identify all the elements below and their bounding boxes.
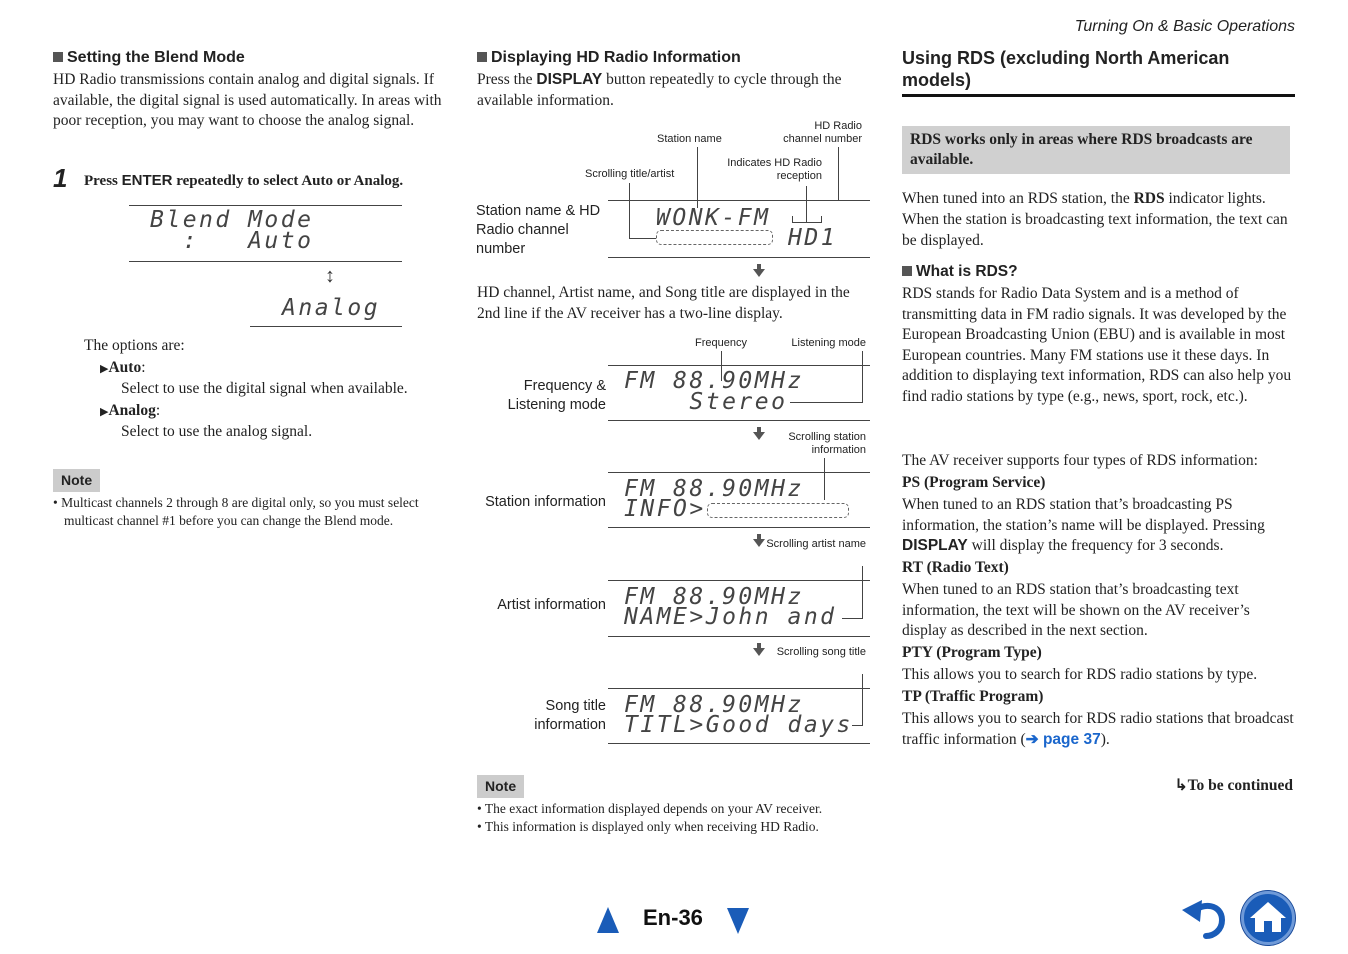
down-arrow-icon xyxy=(753,648,765,656)
lcd-bottom-line xyxy=(608,257,870,258)
hd-middle-text: HD channel, Artist name, and Song title are displayed in the 2nd line if the AV receiver has a two-line display. xyxy=(477,284,850,322)
note-badge: Note xyxy=(53,469,100,492)
what-is-rds-heading: What is RDS? xyxy=(902,262,1018,283)
pointer-line xyxy=(806,186,807,222)
up-down-arrow-icon: ↕ xyxy=(325,265,335,287)
pty-text: This allows you to search for RDS radio stations by type. xyxy=(902,666,1258,683)
back-arrow-icon xyxy=(1180,896,1230,940)
rds-heading: Using RDS (excluding North American models) xyxy=(902,48,1230,90)
rt-title: RT (Radio Text) xyxy=(902,559,1009,576)
pointer-line xyxy=(792,222,822,223)
heading-rule xyxy=(902,94,1295,97)
option-auto: ▶Auto: xyxy=(100,359,146,376)
pointer-line xyxy=(824,458,825,500)
lcd-bottom-line xyxy=(250,326,402,327)
options-intro: The options are: xyxy=(84,337,185,354)
hd-info-heading: Displaying HD Radio Information xyxy=(477,48,741,69)
lcd-top-line xyxy=(608,472,870,473)
down-arrow-icon xyxy=(753,539,765,547)
d4-left-label: Artist information xyxy=(497,597,606,613)
page-37-link[interactable]: ➔ page 37 xyxy=(1025,730,1101,748)
pointer-line xyxy=(862,566,863,619)
d3-lcd-line1: FM 88.90MHz xyxy=(624,476,804,502)
hd-intro: Press the DISPLAY button repeatedly to cycle through the available information. xyxy=(477,71,842,109)
page-number: En-36 xyxy=(643,905,703,930)
label-frequency: Frequency xyxy=(695,337,747,349)
home-button[interactable] xyxy=(1241,891,1295,945)
back-button[interactable] xyxy=(1180,896,1230,940)
ps-title: PS (Program Service) xyxy=(902,474,1046,491)
pointer-line xyxy=(629,238,656,239)
d3-lcd-line2: INFO> xyxy=(624,496,706,522)
d1-lcd-line1: WONK-FM xyxy=(656,205,771,231)
note-badge: Note xyxy=(477,775,524,798)
pointer-line xyxy=(790,402,863,403)
section-header: Turning On & Basic Operations xyxy=(1074,18,1295,35)
note-item: • This information is displayed only when receiving HD Radio. xyxy=(477,819,819,834)
blend-lcd-line2: : Auto xyxy=(150,228,314,254)
label-scroll-song: Scrolling song title xyxy=(776,646,866,658)
option-analog-desc: Select to use the analog signal. xyxy=(121,423,313,440)
down-arrow-icon xyxy=(753,432,765,440)
pointer-line xyxy=(821,216,822,223)
rds-p2: RDS stands for Radio Data System and is a method of transmitting data in FM radio signals. It was developed by the European Broadcasting Union (EBU) and is available in most European countries. Many FM stations use it these days. In addition to displaying text information, RDS can also help you find radio stations by type (e.g., news, sport, rock, etc.). xyxy=(902,285,1292,405)
lcd-top-line xyxy=(129,205,402,206)
continue-arrow-icon: ↳ xyxy=(1174,777,1188,794)
d5-lcd-line2: TITL>Good days xyxy=(624,712,853,738)
scroll-field xyxy=(656,230,773,245)
pointer-line xyxy=(852,725,863,726)
blend-lcd-line1: Blend Mode xyxy=(150,207,314,233)
label-scroll-station: Scrolling station information xyxy=(788,431,866,456)
rds-p3: The AV receiver supports four types of RDS information: xyxy=(902,452,1258,469)
prev-page-button[interactable] xyxy=(597,907,619,933)
lcd-top-line xyxy=(608,688,870,689)
square-bullet-icon xyxy=(477,52,487,62)
note-item: • Multicast channels 2 through 8 are digital only, so you must select multicast channel #1 before you can change the Blend mode. xyxy=(53,495,419,528)
d1-left-label: Station name & HD Radio channel number xyxy=(476,203,601,257)
d2-lcd-line2: Stereo xyxy=(624,389,788,415)
label-listening-mode: Listening mode xyxy=(791,337,866,349)
d5-left-label: Song title information xyxy=(534,698,606,733)
down-arrow-icon xyxy=(753,269,765,277)
pty-title: PTY (Program Type) xyxy=(902,644,1042,661)
pointer-line xyxy=(629,183,630,238)
to-be-continued: ↳To be continued xyxy=(1174,777,1293,794)
d4-lcd-line1: FM 88.90MHz xyxy=(624,584,804,610)
square-bullet-icon xyxy=(53,52,63,62)
pointer-line xyxy=(697,147,698,208)
lcd-bottom-line xyxy=(608,743,870,744)
tp-title: TP (Traffic Program) xyxy=(902,688,1044,705)
lcd-mid-line xyxy=(129,261,402,262)
d2-lcd-line1: FM 88.90MHz xyxy=(624,368,804,394)
blend-intro: HD Radio transmissions contain analog and digital signals. If available, the digital signal is used automatically. In areas with poor reception, you may want to choose the analog signal. xyxy=(53,71,442,129)
home-icon xyxy=(1244,894,1292,942)
label-indicates-hd: Indicates HD Radio reception xyxy=(727,157,822,182)
step-number: 1 xyxy=(53,163,68,193)
pointer-line xyxy=(792,216,793,223)
d5-lcd-line1: FM 88.90MHz xyxy=(624,692,804,718)
rds-banner: RDS works only in areas where RDS broadcasts are available. xyxy=(902,126,1290,174)
label-scroll-artist: Scrolling artist name xyxy=(766,538,866,550)
pointer-line xyxy=(842,618,863,619)
label-station-name: Station name xyxy=(657,133,722,145)
label-hd-channel: HD Radio channel number xyxy=(783,120,862,145)
d3-left-label: Station information xyxy=(485,494,606,510)
rt-text: When tuned to an RDS station that’s broadcasting text information, the text will be shown on the AV receiver’s display as described in the next section. xyxy=(902,581,1250,639)
lcd-bottom-line xyxy=(608,636,870,637)
step-instruction: Press ENTER repeatedly to select Auto or Analog. xyxy=(84,172,404,189)
square-bullet-icon xyxy=(902,266,912,276)
lcd-top-line xyxy=(608,580,870,581)
lcd-top-line xyxy=(608,200,870,201)
d1-lcd-hd: HD1 xyxy=(788,225,838,251)
blend-lcd-line3: Analog xyxy=(282,295,381,321)
lcd-bottom-line xyxy=(608,527,870,528)
pointer-line xyxy=(862,674,863,726)
d2-left-label: Frequency & Listening mode xyxy=(507,378,606,413)
lcd-bottom-line xyxy=(608,420,870,421)
scroll-field xyxy=(707,503,849,518)
d4-lcd-line2: NAME>John and xyxy=(624,604,837,630)
rds-p1: When tuned into an RDS station, the RDS indicator lights. When the station is broadcasting text information, the text can be displayed. xyxy=(902,190,1288,249)
option-analog: ▶Analog: xyxy=(100,402,161,419)
next-page-button[interactable] xyxy=(727,908,749,934)
lcd-top-line xyxy=(608,365,870,366)
pointer-line xyxy=(862,351,863,403)
tp-text: This allows you to search for RDS radio stations that broadcast traffic information (➔ page 37). xyxy=(902,710,1294,748)
option-auto-desc: Select to use the digital signal when available. xyxy=(121,380,408,397)
label-scrolling-title: Scrolling title/artist xyxy=(585,168,675,180)
ps-text: When tuned to an RDS station that’s broadcasting PS information, the station’s name will be displayed. Pressing DISPLAY will display the frequency for 3 seconds. xyxy=(902,496,1265,554)
pointer-line xyxy=(838,147,839,200)
blend-mode-heading: Setting the Blend Mode xyxy=(53,48,245,69)
note-item: • The exact information displayed depends on your AV receiver. xyxy=(477,801,823,816)
